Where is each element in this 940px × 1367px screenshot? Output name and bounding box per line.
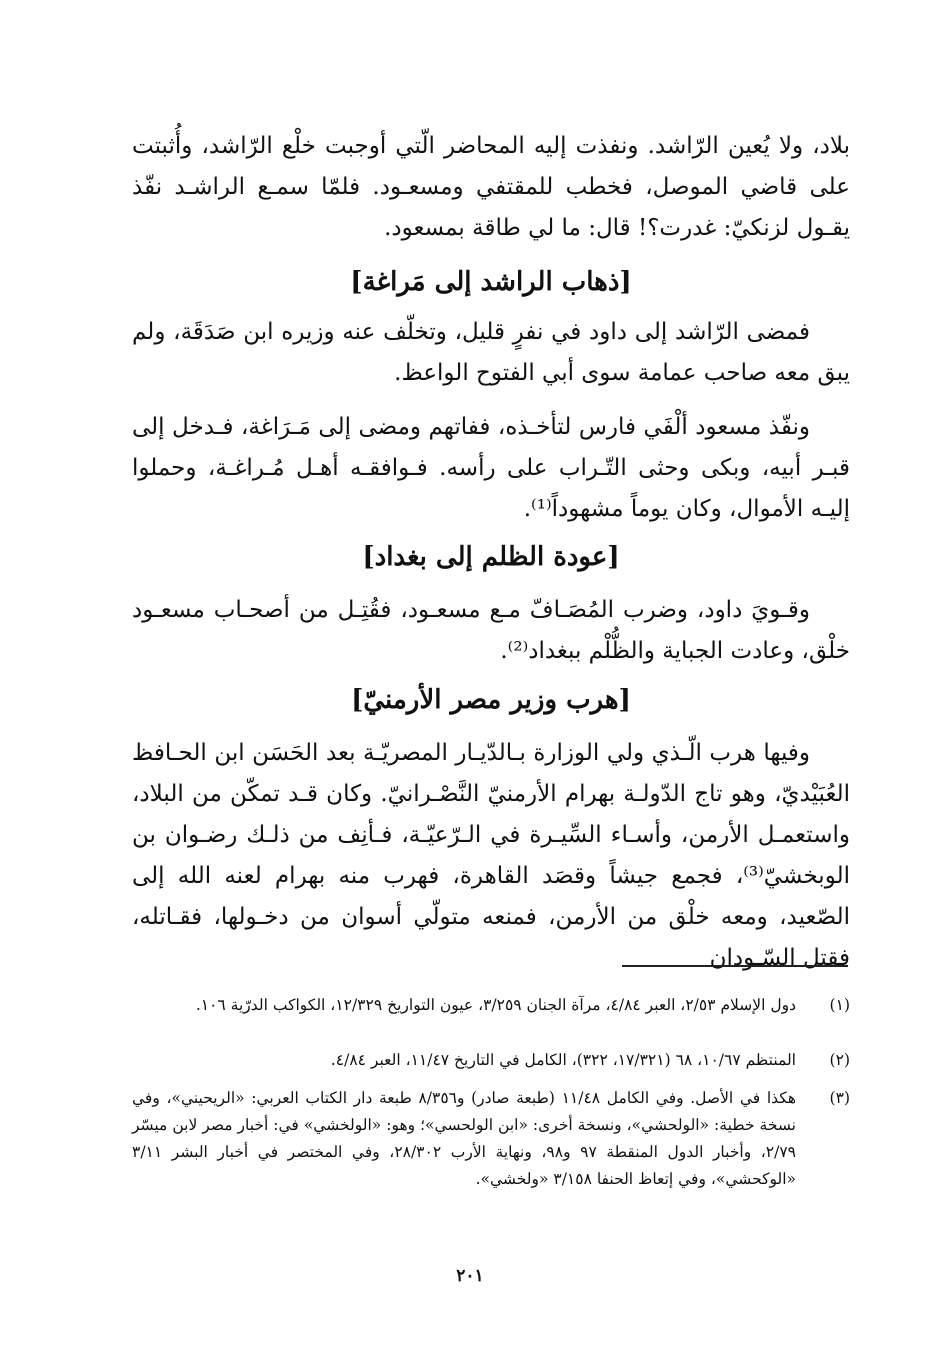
footnote-number: (١) bbox=[829, 996, 850, 1014]
footnote-text: دول الإسلام ٢/٥٣، العبر ٤/٨٤، مرآة الجنان ٣/٢٥٩، عيون التواريخ ١٢/٣٢٩، الكواكب الدرّية ١٠٦. bbox=[195, 996, 796, 1014]
paragraph-rashid-to-dawud: فمضى الرّاشد إلى داود في نفرٍ قليل، وتخلّف عنه وزيره ابن صَدَقَة، ولم يبق معه صاحب عمامة سوى أبي الفتوح الواعظ. bbox=[132, 319, 850, 386]
paragraph-bahram-flees: وفيها هرب الّـذي ولي الوزارة بـالدّيـار المصريّـة بعد الحَسَن ابن الحـافظ العُبَيْديّ، وهو تاج الدّولـة بهرام الأرمنيّ النَّصْـرانيّ. وكان قـد تمكّن من البلاد، واستعمـل الأرمن، وأسـاء السِّيـرة في الـرّعيّـة، فـأنِف من ذلـك رضـوان بن الوبخشيّ⁽³⁾، فجمع جيشاً وقصَد القاهرة، فهرب منه بهرام لعنه الله إلى الصّعيد، ومعه خلْق من الأرمن، فمنعه متولّي أسوان من دخـولها، فقـاتله، فقتل السّـودان bbox=[132, 740, 850, 971]
footnote-number: (٣) bbox=[829, 1089, 850, 1107]
section-heading-rashid-to-maragha: [ذهاب الراشد إلى مَراغة] bbox=[350, 267, 632, 297]
paragraph-dawud-strengthens: وقـويَ داود، وضرب المُصَـافّ مـع مسعـود، فقُتِـل من أصحـاب مسعـود خلْق، وعادت الجباية والظُّلْم ببغداد⁽²⁾. bbox=[132, 597, 850, 664]
footnote-text: المنتظم ١٠/٦٧، ٦٨ (١٧/٣٢١، ٣٢٢)، الكامل في التاريخ ١١/٤٧، العبر ٤/٨٤. bbox=[330, 1051, 796, 1069]
footnote-1 bbox=[132, 992, 850, 1019]
footnote-3 bbox=[132, 1085, 850, 1193]
section-heading-oppression-returns: [عودة الظلم إلى بغداد] bbox=[362, 542, 620, 572]
paragraph-rashid-deposed: بلاد، ولا يُعين الرّاشد. ونفذت إليه المحاضر الّتي أوجبت خلْع الرّاشد، وأُثبتت على قاضي الموصل، فخطب للمقتفي ومسعـود. فلمّا سمـع الراشـد نفّذ يقـول لزنكيّ: غدرت؟! قال: ما لي طاقة بمسعود. bbox=[132, 133, 850, 241]
section-heading-armenian-vizier-flees: [هرب وزير مصر الأرمنيّ] bbox=[351, 685, 631, 715]
footnote-separator bbox=[622, 965, 848, 967]
paragraph-masud-sends-cavalry: ونفّذ مسعود ألْفَي فارس لتأخـذه، ففاتهم ومضى إلى مَـرَاغة، فـدخل إلى قبـر أبيه، وبكى وحثى التّـراب على رأسه. فـوافقـه أهـل مُـراغـة، وحملوا إليـه الأموال، وكان يوماً مشهوداً⁽¹⁾. bbox=[132, 414, 850, 522]
footnote-number: (٢) bbox=[829, 1051, 850, 1069]
page-number: ٢٠١ bbox=[456, 1266, 484, 1286]
footnote-2 bbox=[132, 1047, 850, 1074]
footnote-text: هكذا في الأصل. وفي الكامل ١١/٤٨ (طبعة صادر) و٨/٣٥٦ طبعة دار الكتاب العربي: «الريحيني»، وفي نسخة خطية: «الولحشي»، ونسخة أخرى: «ابن الولحسي»؛ وهو: «الولخشي» في: أخبار مصر لابن ميسّر ٢/٧٩، وأخبار الدول المنقطة ٩٧ و٩٨، ونهاية الأرب ٢٨/٣٠٢، وفي المختصر في أخبار البشر ٣/١١ «الوكحشي»، وفي إتعاظ الحنفا ٣/١٥٨ «ولخشي». bbox=[132, 1089, 797, 1188]
